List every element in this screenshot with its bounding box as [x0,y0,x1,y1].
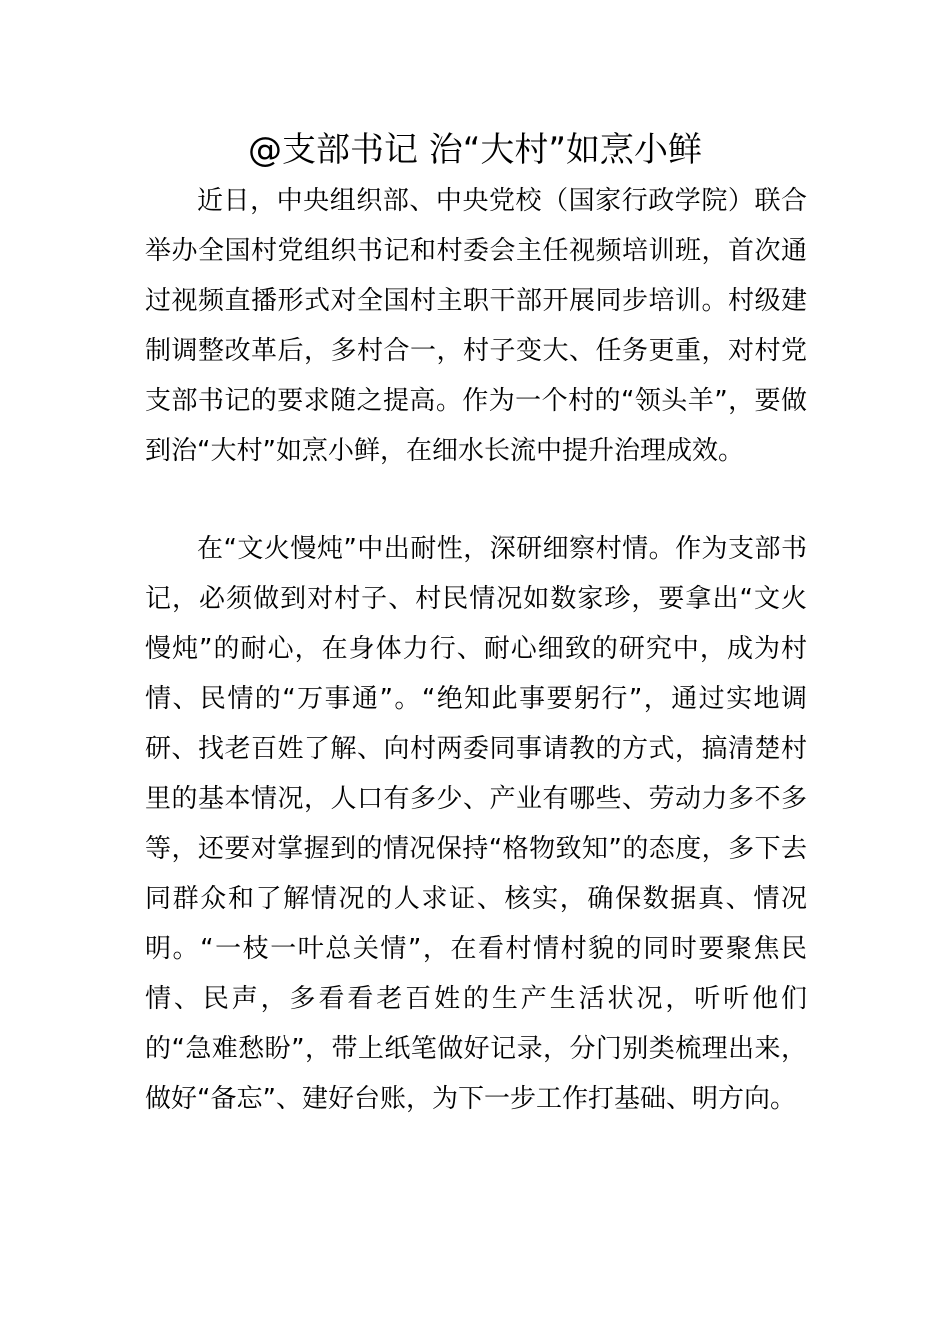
document-title: @支部书记 治“大村”如烹小鲜 [247,130,703,170]
paragraph-intro: 近日，中央组织部、中央党校（国家行政学院）联合举办全国村党组织书记和村委会主任视频培训班，首次通过视频直播形式对全国村主职干部开展同步培训。村级建制调整改革后，多村合一，村子变大、任务更重，对村党支部书记的要求随之提高。作为一个村的“领头羊”，要做到治“大村”如烹小鲜，在细水长流中提升治理成效。 [145,186,807,466]
paragraph-village-research: 在“文火慢炖”中出耐性，深研细察村情。作为支部书记，必须做到对村子、村民情况如数家珍，要拿出“文火慢炖”的耐心，在身体力行、耐心细致的研究中，成为村情、民情的“万事通”。“绝知此事要躬行”，通过实地调研、找老百姓了解、向村两委同事请教的方式，搞清楚村里的基本情况，人口有多少、产业有哪些、劳动力多不多等，还要对掌握到的情况保持“格物致知”的态度，多下去同群众和了解情况的人求证、核实，确保数据真、情况明。“一枝一叶总关情”，在看村情村貌的同时要聚焦民情、民声，多看看老百姓的生产生活状况，听听他们的“急难愁盼”，带上纸笔做好记录，分门别类梳理出来，做好“备忘”、建好台账，为下一步工作打基础、明方向。 [145,534,807,1114]
